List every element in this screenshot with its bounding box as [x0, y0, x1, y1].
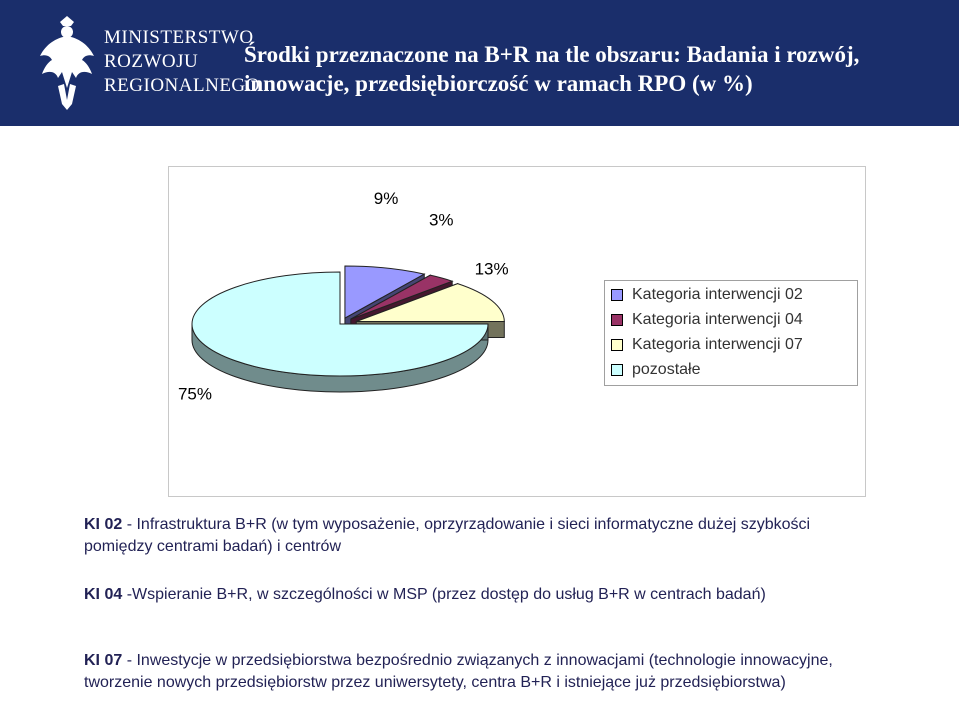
- legend-label: Kategoria interwencji 04: [632, 311, 803, 328]
- legend-swatch: [611, 339, 623, 351]
- ministry-line: ROZWOJU: [104, 51, 199, 72]
- description-code: KI 02: [84, 516, 123, 533]
- legend-item: [611, 284, 803, 306]
- description-ki04: [84, 584, 864, 606]
- legend-item: [611, 359, 701, 381]
- ministry-line: MINISTERSTWO: [104, 27, 254, 48]
- legend-label: pozostałe: [632, 361, 701, 378]
- legend-label: Kategoria interwencji 02: [632, 286, 803, 303]
- pie-data-label: 3%: [428, 210, 454, 230]
- description-ki07: [84, 650, 864, 694]
- pie-data-label: 13%: [474, 259, 509, 279]
- legend-swatch: [611, 314, 623, 326]
- legend-swatch: [611, 289, 623, 301]
- ministry-line: REGIONALNEGO: [104, 75, 260, 96]
- slide-title: Środki przeznaczone na B+R na tle obszaru: Badania i rozwój, innowacje, przedsiębiorczość w ramach RPO (w %): [244, 42, 860, 96]
- description-code: KI 07: [84, 652, 123, 669]
- description-ki02: [84, 514, 864, 558]
- legend-item: [611, 334, 803, 356]
- legend-item: [611, 309, 803, 331]
- description-code: KI 04: [84, 586, 123, 603]
- legend-label: Kategoria interwencji 07: [632, 336, 803, 353]
- description-text: -Wspieranie B+R, w szczególności w MSP (przez dostęp do usług B+R w centrach badań): [122, 586, 766, 603]
- legend-swatch: [611, 364, 623, 376]
- description-text: - Inwestycje w przedsiębiorstwa bezpośrednio związanych z innowacjami (technologie innowacyjne, tworzenie nowych przedsiębiorstw przez uniwersytety, centra B+R i istniejące już przedsiębiorstwa): [84, 652, 833, 691]
- chart-legend: [604, 280, 858, 386]
- description-text: - Infrastruktura B+R (w tym wyposażenie, oprzyrządowanie i sieci informatyczne dużej szybkości pomiędzy centrami badań) i centrów: [84, 516, 811, 555]
- pie-data-label: 9%: [373, 189, 399, 209]
- pie-data-label: 75%: [177, 384, 212, 404]
